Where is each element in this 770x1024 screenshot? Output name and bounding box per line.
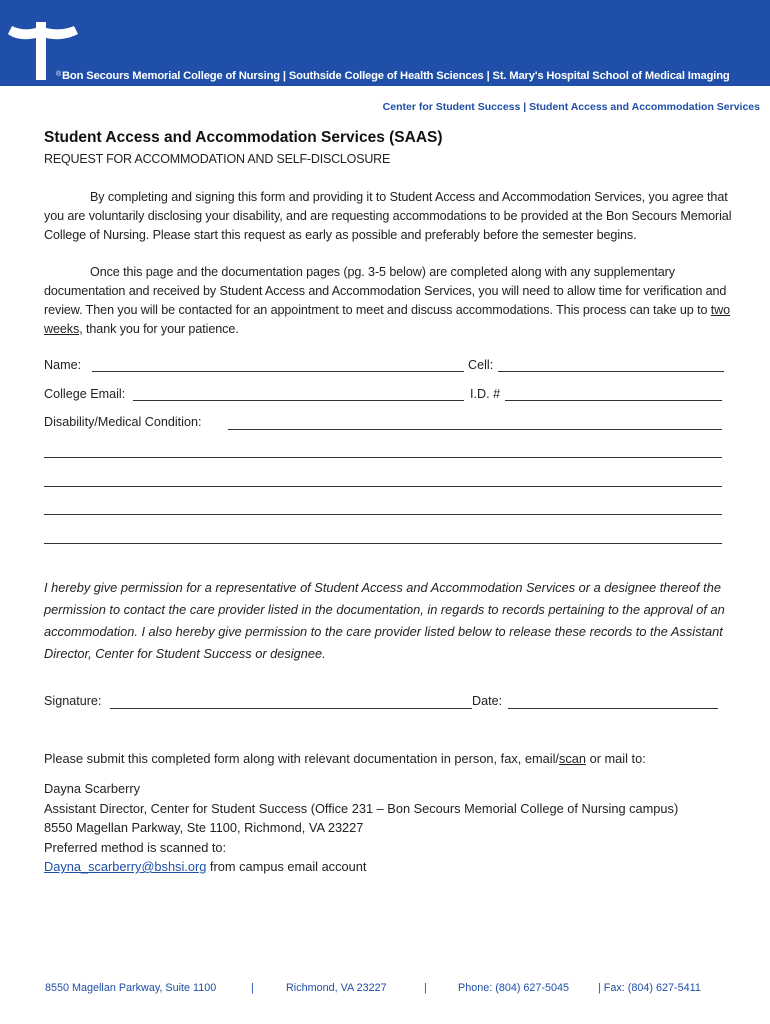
footer-phone: Phone: (804) 627-5045 (458, 982, 570, 994)
contact-address: 8550 Magellan Parkway, Ste 1100, Richmond, VA 23227 (44, 820, 364, 835)
name-field[interactable] (92, 371, 464, 372)
signature-label: Signature: (44, 694, 102, 708)
form-subtitle: REQUEST FOR ACCOMMODATION AND SELF-DISCLOSURE (44, 152, 391, 166)
registered-mark: ® (56, 71, 62, 78)
cell-field[interactable] (498, 371, 724, 372)
condition-line-5[interactable] (44, 543, 722, 544)
college-email-field[interactable] (133, 400, 464, 401)
id-field[interactable] (505, 400, 722, 401)
email-line: Dayna_scarberry@bshsi.org from campus email account (44, 859, 367, 874)
footer-city: Richmond, VA 23227 (286, 982, 387, 994)
preferred-method: Preferred method is scanned to: (44, 839, 227, 855)
footer-separator: | (251, 982, 254, 994)
signature-field[interactable] (110, 708, 472, 709)
footer-fax: | Fax: (804) 627-5411 (598, 982, 701, 994)
two-weeks-underline: two weeks, (44, 303, 731, 336)
condition-label: Disability/Medical Condition: (44, 415, 202, 429)
college-email-label: College Email: (44, 387, 126, 401)
condition-line-3[interactable] (44, 486, 722, 487)
condition-line-2[interactable] (44, 457, 722, 458)
submit-instructions: Please submit this completed form along with relevant documentation in person, fax, email/scan or mail to: (44, 751, 646, 766)
institutions-line: Bon Secours Memorial College of Nursing | Southside College of Health Sciences | St. Mary's Hospital School of Medical Imaging (62, 70, 730, 82)
form-title: Student Access and Accommodation Services (SAAS) (44, 129, 443, 146)
process-paragraph: Once this page and the documentation pages (pg. 3-5 below) are completed along with any supplementary documentation and received by Student Access and Accommodation Services, you will need to allow time for verification and review. Then you will be contacted for an appointment to meet and discuss accommodations. This process can take up to two weeks, thank you for your patience. (44, 265, 731, 336)
contact-name: Dayna Scarberry (44, 781, 141, 796)
contact-block (44, 779, 678, 877)
date-label: Date: (472, 694, 503, 708)
contact-title: Assistant Director, Center for Student Success (Office 231 – Bon Secours Memorial College of Nursing campus) (44, 800, 679, 816)
intro-paragraph: By completing and signing this form and providing it to Student Access and Accommodation Services, you agree that you are voluntarily disclosing your disability, and are requesting accommodations to be provided at the Bon Secours Memorial College of Nursing. Please start this request as early as possible and preferably before the semester begins. (44, 190, 732, 242)
permission-statement: I hereby give permission for a representative of Student Access and Accommodation Services or a designee thereof the permission to contact the care provider listed in the documentation, in regards to records pertaining to the approval of an accommodation. I also hereby give permission to the care provider listed below to release these records to the Assistant Director, Center for Student Success or designee. (44, 580, 725, 661)
date-field[interactable] (508, 708, 718, 709)
name-label: Name: (44, 358, 82, 372)
department-subheading: Center for Student Success | Student Access and Accommodation Services (382, 101, 760, 113)
contact-email-link[interactable]: Dayna_scarberry@bshsi.org (44, 859, 207, 874)
footer-address: 8550 Magellan Parkway, Suite 1100 (45, 982, 217, 994)
condition-field[interactable] (228, 429, 722, 430)
cell-label: Cell: (468, 358, 494, 372)
header-banner (0, 0, 770, 86)
condition-line-4[interactable] (44, 514, 722, 515)
footer-separator: | (424, 982, 427, 994)
id-label: I.D. # (470, 387, 501, 401)
